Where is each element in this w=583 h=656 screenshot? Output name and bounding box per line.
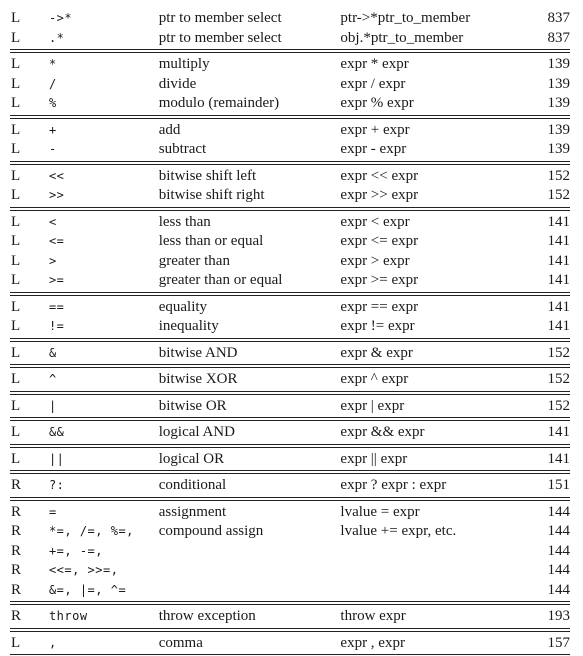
associativity-cell: L [11, 121, 21, 138]
associativity-cell: R [11, 542, 22, 559]
function-cell: less than [158, 213, 211, 230]
associativity-cell: R [11, 581, 22, 598]
precedence-group [10, 164, 570, 208]
operator-cell: <<=, >>=, [48, 563, 119, 578]
operator-cell: / [48, 76, 57, 91]
page-cell: 141 [547, 213, 570, 230]
function-cell: compound assign [158, 523, 264, 540]
table-row [10, 503, 570, 523]
page-cell: 193 [547, 608, 570, 625]
page-cell: 151 [547, 477, 570, 494]
table-row [10, 397, 570, 417]
associativity-cell: L [11, 167, 21, 184]
table-row [10, 542, 570, 562]
use-cell: lvalue = expr [340, 503, 420, 520]
operator-cell: &=, |=, ^= [48, 582, 127, 597]
use-cell: expr ^ expr [340, 371, 409, 388]
table-row [10, 607, 570, 627]
use-cell: expr - expr [340, 141, 407, 158]
table-row [10, 252, 570, 272]
operator-cell: <= [48, 234, 65, 249]
use-cell: expr / expr [340, 75, 406, 92]
associativity-cell: L [11, 29, 21, 46]
use-cell: lvalue += expr, etc. [340, 523, 457, 540]
table-row [10, 450, 570, 470]
associativity-cell: L [11, 272, 21, 289]
page-cell: 152 [547, 371, 570, 388]
use-cell: expr << expr [340, 167, 419, 184]
use-cell: expr | expr [340, 397, 405, 414]
function-cell: greater than [158, 252, 230, 269]
page-cell: 141 [547, 233, 570, 250]
table-row [10, 476, 570, 496]
function-cell: inequality [158, 318, 219, 335]
function-cell: less than or equal [158, 233, 264, 250]
associativity-cell: R [11, 477, 22, 494]
operator-cell: < [48, 214, 57, 229]
function-cell: conditional [158, 477, 227, 494]
page-cell: 139 [547, 56, 570, 73]
precedence-group [10, 341, 570, 366]
page-cell: 144 [547, 562, 570, 579]
table-row [10, 167, 570, 187]
page-cell: 144 [547, 503, 570, 520]
precedence-group [10, 394, 570, 419]
function-cell: bitwise OR [158, 397, 227, 414]
table-row [10, 140, 570, 160]
operator-cell: && [48, 425, 65, 440]
function-cell: greater than or equal [158, 272, 283, 289]
use-cell: expr && expr [340, 424, 425, 441]
operator-cell: >= [48, 273, 65, 288]
operator-cell: *=, /=, %=, [48, 524, 134, 539]
page-cell: 152 [547, 344, 570, 361]
use-cell: expr <= expr [340, 233, 419, 250]
associativity-cell: L [11, 187, 21, 204]
operator-cell: ->* [48, 11, 73, 26]
function-cell: bitwise shift left [158, 167, 257, 184]
page-cell: 144 [547, 523, 570, 540]
use-cell: expr || expr [340, 450, 408, 467]
table-row [10, 344, 570, 364]
page-cell: 837 [547, 29, 570, 46]
precedence-group [10, 420, 570, 445]
table-row [10, 75, 570, 95]
operator-cell: || [48, 451, 65, 466]
associativity-cell: L [11, 75, 21, 92]
page-cell: 141 [547, 450, 570, 467]
function-cell: multiply [158, 56, 210, 73]
associativity-cell: L [11, 634, 21, 651]
function-cell: logical AND [158, 424, 235, 441]
associativity-cell: R [11, 562, 22, 579]
associativity-cell: L [11, 141, 21, 158]
precedence-group [10, 631, 570, 656]
precedence-group [10, 7, 570, 50]
operator-cell: & [48, 345, 57, 360]
precedence-group [10, 500, 570, 603]
use-cell: expr != expr [340, 318, 415, 335]
operator-cell: != [48, 319, 65, 334]
function-cell: assignment [158, 503, 227, 520]
function-cell: throw exception [158, 608, 256, 625]
page-cell: 144 [547, 542, 570, 559]
operator-cell: << [48, 168, 65, 183]
use-cell: expr >> expr [340, 187, 419, 204]
table-row [10, 186, 570, 206]
precedence-group [10, 295, 570, 339]
table-row [10, 213, 570, 233]
precedence-group [10, 447, 570, 472]
operator-cell: .* [48, 30, 65, 45]
table-row [10, 634, 570, 654]
table-row [10, 232, 570, 252]
use-cell: throw expr [340, 608, 406, 625]
operator-cell: , [48, 635, 57, 650]
function-cell: bitwise shift right [158, 187, 265, 204]
function-cell: modulo (remainder) [158, 95, 280, 112]
associativity-cell: L [11, 397, 21, 414]
table-row [10, 55, 570, 75]
associativity-cell: L [11, 213, 21, 230]
operator-cell: % [48, 96, 57, 111]
precedence-group [10, 473, 570, 498]
table-row [10, 271, 570, 291]
table-row [10, 317, 570, 337]
page-cell: 152 [547, 187, 570, 204]
associativity-cell: L [11, 95, 21, 112]
use-cell: expr * expr [340, 56, 409, 73]
use-cell: expr & expr [340, 344, 413, 361]
operator-cell: > [48, 253, 57, 268]
operator-cell: >> [48, 188, 65, 203]
page-cell: 139 [547, 75, 570, 92]
function-cell: ptr to member select [158, 10, 282, 27]
associativity-cell: L [11, 371, 21, 388]
associativity-cell: L [11, 298, 21, 315]
associativity-cell: L [11, 450, 21, 467]
page-cell: 141 [547, 318, 570, 335]
function-cell: add [158, 121, 181, 138]
page-cell: 837 [547, 10, 570, 27]
table-row [10, 9, 570, 29]
use-cell: expr % expr [340, 95, 414, 112]
precedence-group [10, 52, 570, 116]
use-cell: expr < expr [340, 213, 410, 230]
operator-cell: +=, -=, [48, 543, 104, 558]
page-cell: 139 [547, 95, 570, 112]
operator-cell: ^ [48, 372, 57, 387]
page-cell: 139 [547, 121, 570, 138]
associativity-cell: L [11, 424, 21, 441]
page-cell: 141 [547, 298, 570, 315]
table-row [10, 121, 570, 141]
function-cell: ptr to member select [158, 29, 282, 46]
function-cell: subtract [158, 141, 207, 158]
table-row [10, 94, 570, 114]
associativity-cell: L [11, 252, 21, 269]
associativity-cell: R [11, 608, 22, 625]
operator-cell: + [48, 122, 57, 137]
table-row [10, 561, 570, 581]
associativity-cell: L [11, 318, 21, 335]
function-cell: equality [158, 298, 208, 315]
associativity-cell: L [11, 10, 21, 27]
table-row [10, 522, 570, 542]
associativity-cell: L [11, 233, 21, 250]
operator-precedence-table [10, 7, 570, 655]
operator-cell: ?: [48, 478, 65, 493]
operator-cell: * [48, 57, 57, 72]
use-cell: expr , expr [340, 634, 405, 651]
page-cell: 139 [547, 141, 570, 158]
use-cell: expr == expr [340, 298, 419, 315]
table-row [10, 423, 570, 443]
operator-cell: throw [48, 609, 88, 624]
precedence-group [10, 604, 570, 629]
function-cell: bitwise XOR [158, 371, 238, 388]
use-cell: expr >= expr [340, 272, 419, 289]
operator-cell: = [48, 504, 57, 519]
operator-cell: | [48, 398, 57, 413]
use-cell: expr > expr [340, 252, 410, 269]
page-cell: 152 [547, 167, 570, 184]
page-cell: 141 [547, 424, 570, 441]
operator-cell: - [48, 142, 57, 157]
function-cell: bitwise AND [158, 344, 238, 361]
function-cell: logical OR [158, 450, 225, 467]
associativity-cell: R [11, 503, 22, 520]
table-row [10, 370, 570, 390]
precedence-group [10, 118, 570, 162]
associativity-cell: L [11, 344, 21, 361]
use-cell: expr + expr [340, 121, 410, 138]
function-cell: divide [158, 75, 197, 92]
precedence-group [10, 367, 570, 392]
page-cell: 141 [547, 272, 570, 289]
page-cell: 144 [547, 581, 570, 598]
use-cell: obj.*ptr_to_member [340, 29, 464, 46]
table-row [10, 581, 570, 601]
precedence-group [10, 210, 570, 293]
table-row [10, 29, 570, 49]
associativity-cell: R [11, 523, 22, 540]
use-cell: ptr->*ptr_to_member [340, 10, 471, 27]
page-cell: 141 [547, 252, 570, 269]
function-cell: comma [158, 634, 203, 651]
table-row [10, 298, 570, 318]
associativity-cell: L [11, 56, 21, 73]
use-cell: expr ? expr : expr [340, 477, 447, 494]
operator-cell: == [48, 299, 65, 314]
page-cell: 157 [547, 634, 570, 651]
page-cell: 152 [547, 397, 570, 414]
